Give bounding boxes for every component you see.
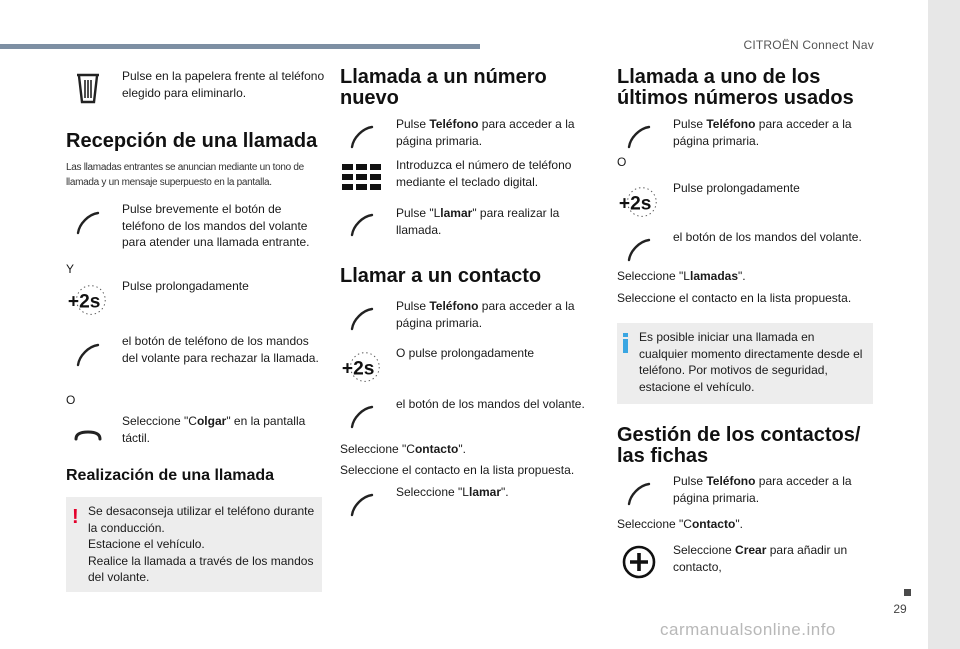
label-o: O — [66, 393, 76, 407]
info-text: Es posible iniciar una llamada en cualquier momento directamente desde el teléfono. Por motivos de seguridad, estacione el vehículo. — [639, 330, 863, 394]
phone-handset-icon — [617, 472, 661, 516]
step-choose-recent-contact: Seleccione el contacto en la lista propuesta. — [617, 291, 852, 305]
page-sidebar — [928, 0, 960, 649]
subsection-title-calling: Realización de una llamada — [66, 467, 275, 484]
step-phone-menu-text: Pulse Teléfono para acceder a la página primaria. — [396, 117, 575, 148]
step-create-contact-text: Seleccione Crear para añadir un contacto, — [673, 543, 848, 574]
keypad-icon — [340, 156, 384, 200]
phone-handset-icon — [340, 203, 384, 247]
phone-handset-icon — [617, 228, 661, 272]
step-keypad-text: Introduzca el número de teléfono mediante el teclado digital. — [396, 158, 572, 189]
step-recent-wheel-text: el botón de los mandos del volante. — [673, 230, 862, 244]
step-long-press-text: Pulse prolongadamente — [122, 279, 249, 293]
label-o: O — [617, 155, 627, 169]
phone-handset-icon — [340, 297, 384, 341]
warning-icon: ! — [72, 506, 79, 528]
phone-handset-icon — [66, 333, 110, 377]
step-contact-long-press-text: O pulse prolongadamente — [396, 346, 535, 360]
brand-header: CITROËN Connect Nav — [743, 38, 874, 52]
page-number: 29 — [893, 602, 907, 616]
step-contacts-phone-text: Pulse Teléfono para acceder a la página primaria. — [673, 474, 852, 505]
step-choose-contact: Seleccione el contacto en la lista propuesta. — [340, 463, 575, 477]
step-hangup-text: Seleccione "Colgar" en la pantalla táctil. — [122, 414, 306, 445]
phone-handset-icon — [340, 115, 384, 159]
section-title-contacts: Gestión de los contactos/ las fichas — [617, 424, 861, 467]
step-select-call-text: Seleccione "Llamar". — [396, 485, 509, 499]
phone-handset-icon — [617, 115, 661, 159]
long-press-icon — [617, 180, 661, 224]
warning-text: Se desaconseja utilizar el teléfono durante la conducción. Estacione el vehículo. Realice la llamada a través de los mandos del volante. — [88, 504, 315, 584]
section-title-recent-numbers: Llamada a uno de los últimos números usados — [617, 66, 854, 109]
step-contacts-select: Seleccione "Contacto". — [617, 517, 743, 531]
section-title-new-number: Llamada a un número nuevo — [340, 66, 547, 109]
long-press-badge: +2s — [341, 358, 375, 380]
info-icon — [623, 333, 628, 353]
step-recent-phone-text: Pulse Teléfono para acceder a la página primaria. — [673, 117, 852, 148]
step-select-calls: Seleccione "Llamadas". — [617, 269, 746, 283]
step-delete-text: Pulse en la papelera frente al teléfono elegido para eliminarlo. — [122, 69, 325, 100]
reception-intro: Las llamadas entrantes se anuncian mediante un tono de llamada y un mensaje superpuesto en la pantalla. — [66, 162, 304, 188]
phone-handset-icon — [340, 483, 384, 527]
hang-up-icon — [66, 413, 110, 457]
long-press-icon — [340, 345, 384, 389]
phone-handset-icon — [66, 201, 110, 245]
header-rule — [0, 44, 480, 49]
step-call-text: Pulse "Llamar" para realizar la llamada. — [396, 206, 560, 237]
section-title-call-contact: Llamar a un contacto — [340, 265, 542, 287]
page-marker — [904, 589, 911, 596]
step-select-contact: Seleccione "Contacto". — [340, 442, 466, 456]
warning-box — [66, 497, 322, 592]
label-y: Y — [66, 262, 75, 276]
add-circle-icon — [617, 540, 661, 584]
step-contact-phone-text: Pulse Teléfono para acceder a la página primaria. — [396, 299, 575, 330]
step-reject-text: el botón de teléfono de los mandos del volante para rechazar la llamada. — [122, 334, 319, 365]
info-box — [617, 323, 873, 404]
step-recent-long-press-text: Pulse prolongadamente — [673, 181, 800, 195]
long-press-icon — [66, 278, 110, 322]
phone-handset-icon — [340, 395, 384, 439]
step-contact-wheel-text: el botón de los mandos del volante. — [396, 397, 585, 411]
watermark: carmanualsonline.info — [660, 620, 836, 639]
trash-icon — [66, 66, 110, 110]
long-press-badge: +2s — [618, 193, 652, 215]
long-press-badge: +2s — [67, 291, 101, 313]
step-answer-text: Pulse brevemente el botón de teléfono de los mandos del volante para atender una llamada entrante. — [122, 202, 310, 249]
section-title-reception: Recepción de una llamada — [66, 130, 318, 152]
